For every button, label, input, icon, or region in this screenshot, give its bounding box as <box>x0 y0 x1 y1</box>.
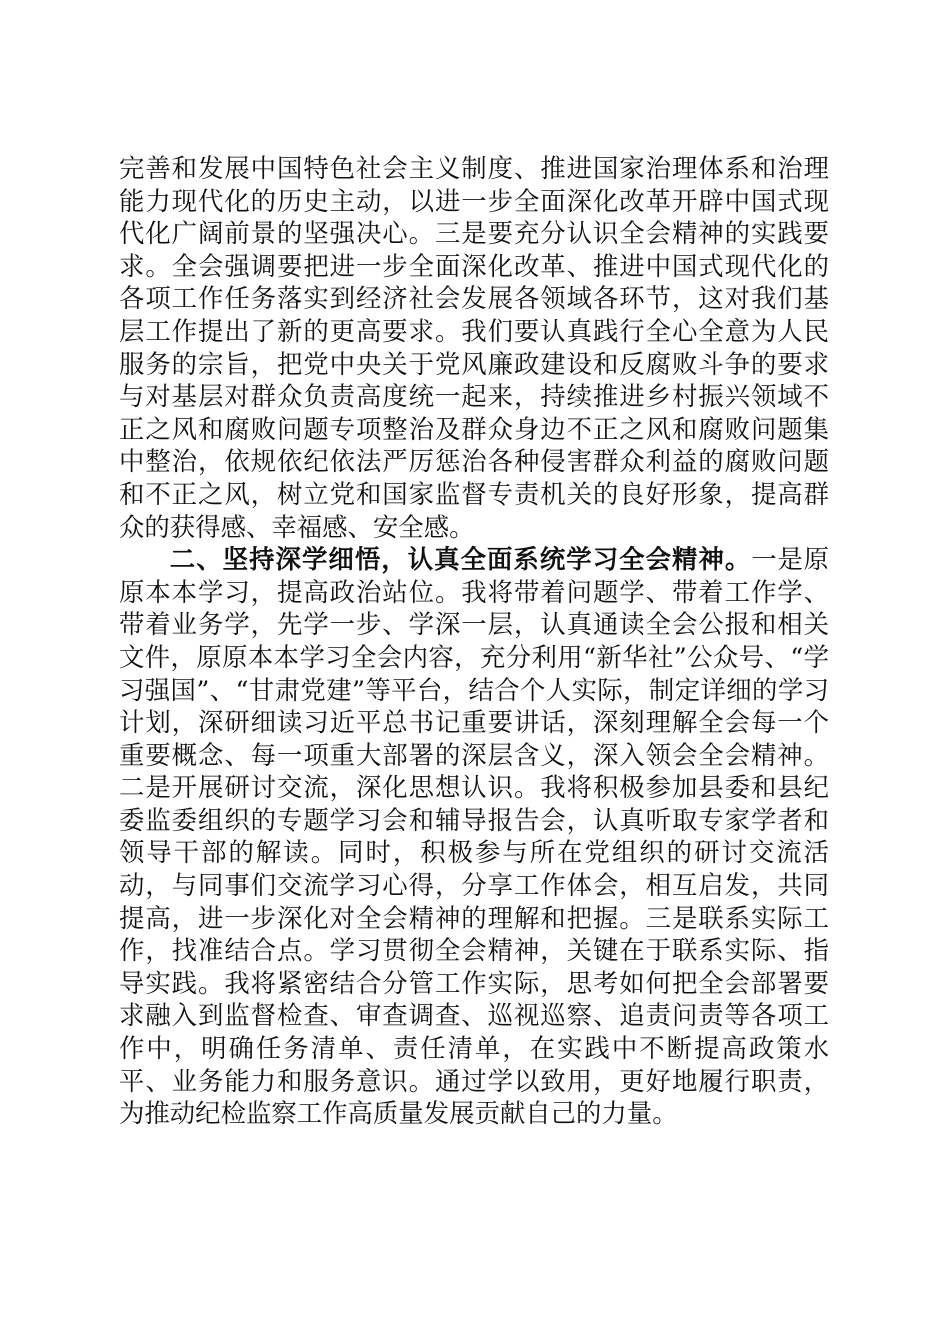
paragraph-1 <box>119 152 829 543</box>
paragraph-1-text: 完善和发展中国特色社会主义制度、推进国家治理体系和治理能力现代化的历史主动，以进一步全面深化改革开辟中国式现代化广阔前景的坚强决心。三是要充分认识全会精神的实践要求。全会强调要把进一步全面深化改革、推进中国式现代化的各项工作任务落实到经济社会发展各领域各环节，这对我们基层工作提出了新的更高要求。我们要认真践行全心全意为人民服务的宗旨，把党中央关于党风廉政建设和反腐败斗争的要求与对基层对群众负责高度统一起来，持续推进乡村振兴领域不正之风和腐败问题专项整治及群众身边不正之风和腐败问题集中整治，依规依纪依法严厉惩治各种侵害群众利益的腐败问题和不正之风，树立党和国家监督专责机关的良好形象，提高群众的获得感、幸福感、安全感。 <box>119 153 829 542</box>
document-body <box>119 152 829 1130</box>
section-heading-2: 二、坚持深学细悟，认真全面系统学习全会精神。 <box>169 544 752 575</box>
paragraph-2-text: 一是原原本本学习，提高政治站位。我将带着问题学、带着工作学、带着业务学，先学一步、学深一层，认真通读全会公报和相关文件，原原本本学习全会内容，充分利用“新华社”公众号、“学习强国”、“甘肃党建”等平台，结合个人实际，制定详细的学习计划，深研细读习近平总书记重要讲话，深刻理解全会每一个重要概念、每一项重大部署的深层含义，深入领会全会精神。二是开展研讨交流，深化思想认识。我将积极参加县委和县纪委监委组织的专题学习会和辅导报告会，认真听取专家学者和领导干部的解读。同时，积极参与所在党组织的研讨交流活动，与同事们交流学习心得，分享工作体会，相互启发，共同提高，进一步深化对全会精神的理解和把握。三是联系实际工作，找准结合点。学习贯彻全会精神，关键在于联系实际、指导实践。我将紧密结合分管工作实际，思考如何把全会部署要求融入到监督检查、审查调查、巡视巡察、追责问责等各项工作中，明确任务清单、责任清单，在实践中不断提高政策水平、业务能力和服务意识。通过学以致用，更好地履行职责，为推动纪检监察工作高质量发展贡献自己的力量。 <box>119 544 830 1129</box>
paragraph-2 <box>119 543 829 1130</box>
